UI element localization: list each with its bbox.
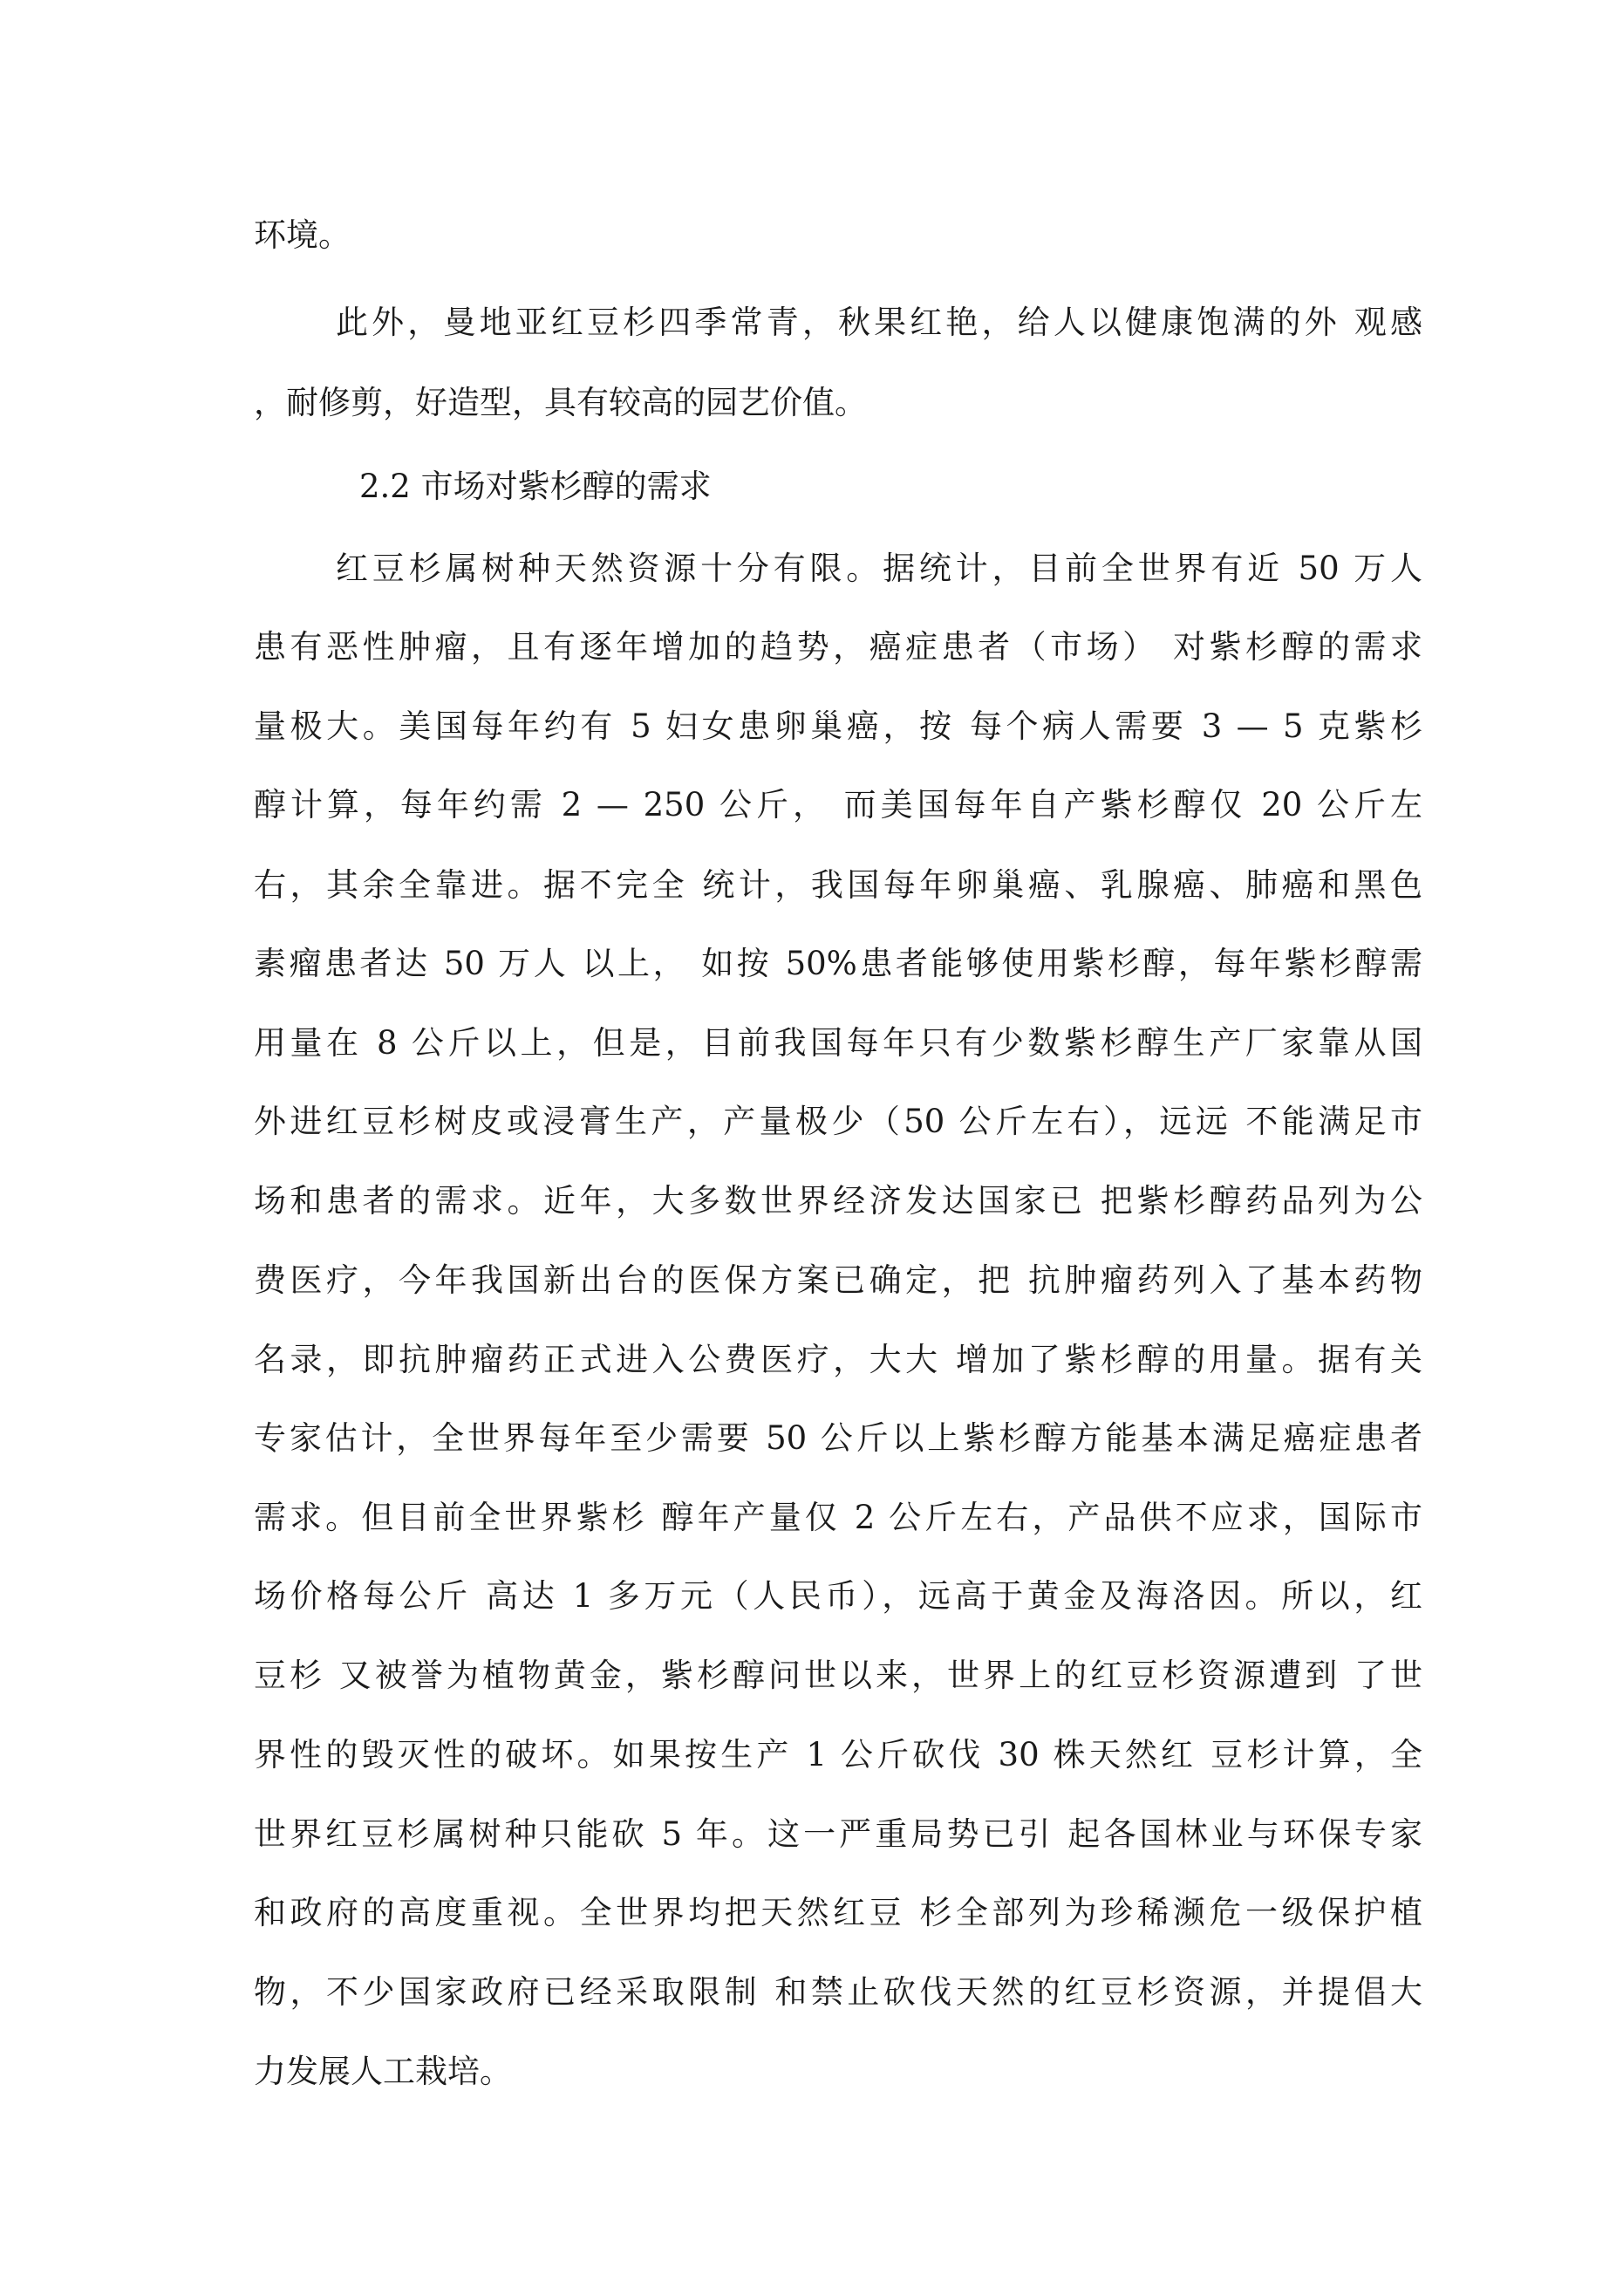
text-line: 费医疗，今年我国新出台的医保方案已确定，把 抗肿瘤药列入了基本药物 [254, 1261, 1422, 1299]
text-line: 界性的毁灭性的破坏。如果按生产 1 公斤砍伐 30 株天然红 豆杉计算，全 [254, 1736, 1422, 1773]
text-line: 力发展人工栽培。 [254, 2053, 512, 2090]
text-line: 世界红豆杉属树种只能砍 5 年。这一严重局势已引 起各国林业与环保专家 [254, 1815, 1422, 1853]
text-line: 用量在 8 公斤以上，但是，目前我国每年只有少数紫杉醇生产厂家靠从国 [254, 1024, 1422, 1062]
text-line: 和政府的高度重视。全世界均把天然红豆 杉全部列为珍稀濒危一级保护植 [254, 1894, 1422, 1931]
text-line: ，耐修剪，好造型，具有较高的园艺价值。 [254, 384, 867, 421]
section-heading: 2.2 市场对紫杉醇的需求 [359, 468, 712, 505]
text-line: 素瘤患者达 50 万人 以上， 如按 50%患者能够使用紫杉醇，每年紫杉醇需 [254, 945, 1422, 982]
text-line: 物，不少国家政府已经采取限制 和禁止砍伐天然的红豆杉资源，并提倡大 [254, 1973, 1422, 2011]
text-line: 专家估计，全世界每年至少需要 50 公斤以上紫杉醇方能基本满足癌症患者 [254, 1419, 1422, 1457]
text-line: 场和患者的需求。近年，大多数世界经济发达国家已 把紫杉醇药品列为公 [254, 1182, 1422, 1220]
text-line: 醇计算，每年约需 2 — 250 公斤， 而美国每年自产紫杉醇仅 20 公斤左 [254, 786, 1422, 823]
text-line: 名录，即抗肿瘤药正式进入公费医疗，大大 增加了紫杉醇的用量。据有关 [254, 1341, 1422, 1378]
text-line: 场价格每公斤 高达 1 多万元（人民币），远高于黄金及海洛因。所以，红 [254, 1577, 1422, 1615]
text-line: 环境。 [254, 216, 351, 254]
text-line: 右，其余全靠进。据不完全 统计，我国每年卵巢癌、乳腺癌、肺癌和黑色 [254, 866, 1422, 904]
text-line: 量极大。美国每年约有 5 妇女患卵巢癌，按 每个病人需要 3 — 5 克紫杉 [254, 707, 1422, 745]
text-line: 需求。但目前全世界紫杉 醇年产量仅 2 公斤左右，产品供不应求，国际市 [254, 1499, 1422, 1536]
paragraph-first-line: 此外，曼地亚红豆杉四季常青，秋果红艳，给人以健康饱满的外 观感 [336, 304, 1422, 341]
text-line: 患有恶性肿瘤，且有逐年增加的趋势，癌症患者（市场） 对紫杉醇的需求 [254, 628, 1422, 666]
text-line: 豆杉 又被誉为植物黄金，紫杉醇问世以来，世界上的红豆杉资源遭到 了世 [254, 1657, 1422, 1694]
paragraph-first-line: 红豆杉属树种天然资源十分有限。据统计，目前全世界有近 50 万人 [336, 550, 1422, 587]
text-line: 外进红豆杉树皮或浸膏生产，产量极少（50 公斤左右），远远 不能满足市 [254, 1103, 1422, 1140]
